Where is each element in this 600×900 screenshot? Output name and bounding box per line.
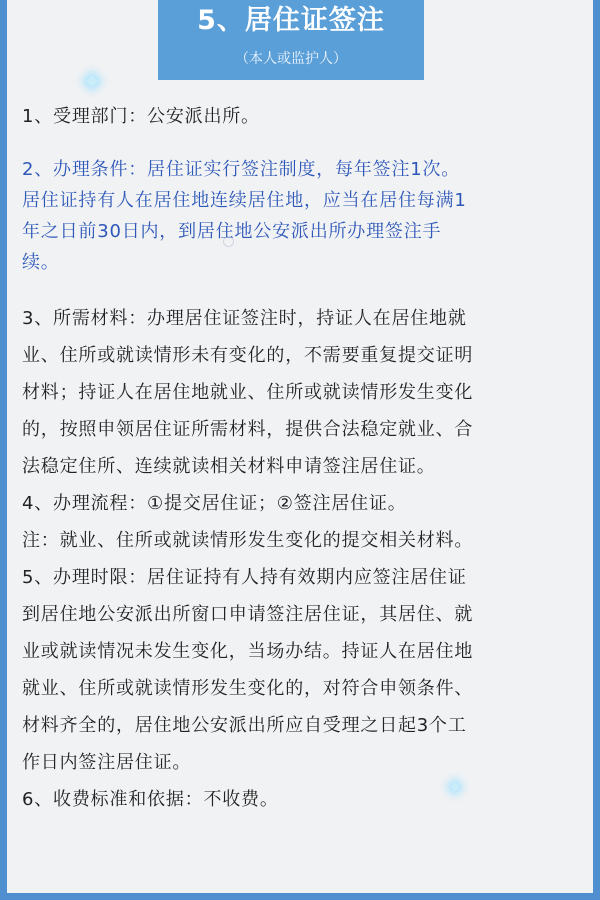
text-line: 业或就读情况未发生变化，当场办结。持证人在居住地 <box>22 641 474 662</box>
text-line: 续。 <box>22 252 60 273</box>
text-line: 5、办理时限：居住证持有人持有效期内应签注居住证 <box>22 567 467 588</box>
section-conditions <box>22 154 580 278</box>
section-department <box>22 101 580 133</box>
text-line: 年之日前30日内，到居住地公安派出所办理签注手 <box>22 221 442 242</box>
text-line: 到居住地公安派出所窗口申请签注居住证，其居住、就 <box>22 604 474 625</box>
text-line: 法稳定住所、连续就读相关材料申请签注居住证。 <box>22 456 436 477</box>
text-line: 作日内签注居住证。 <box>22 752 192 773</box>
text-line: 居住证持有人在居住地连续居住地，应当在居住每满1 <box>22 190 467 211</box>
text-line: 材料；持证人在居住地就业、住所或就读情形发生变化 <box>22 382 474 403</box>
text-line: 6、收费标准和依据：不收费。 <box>22 789 279 810</box>
section-materials <box>22 300 580 818</box>
text-line: 业、住所或就读情形未有变化的，不需要重复提交证明 <box>22 345 474 366</box>
text-line: 就业、住所或就读情形发生变化的，对符合申领条件、 <box>22 678 474 699</box>
page-title: 5、居住证签注 <box>197 5 385 36</box>
text-line: 注：就业、住所或就读情形发生变化的提交相关材料。 <box>22 530 474 551</box>
text-line: 2、办理条件：居住证实行签注制度，每年签注1次。 <box>22 159 461 180</box>
text-line: 材料齐全的，居住地公安派出所应自受理之日起3个工 <box>22 715 467 736</box>
text-line: 1、受理部门：公安派出所。 <box>22 106 260 127</box>
title-banner <box>158 0 424 80</box>
page-subtitle: （本人或监护人） <box>235 51 347 67</box>
text-line: 的，按照申领居住证所需材料，提供合法稳定就业、合 <box>22 419 474 440</box>
text-line: 3、所需材料：办理居住证签注时，持证人在居住地就 <box>22 308 467 329</box>
text-line: 4、办理流程：①提交居住证；②签注居住证。 <box>22 493 407 514</box>
